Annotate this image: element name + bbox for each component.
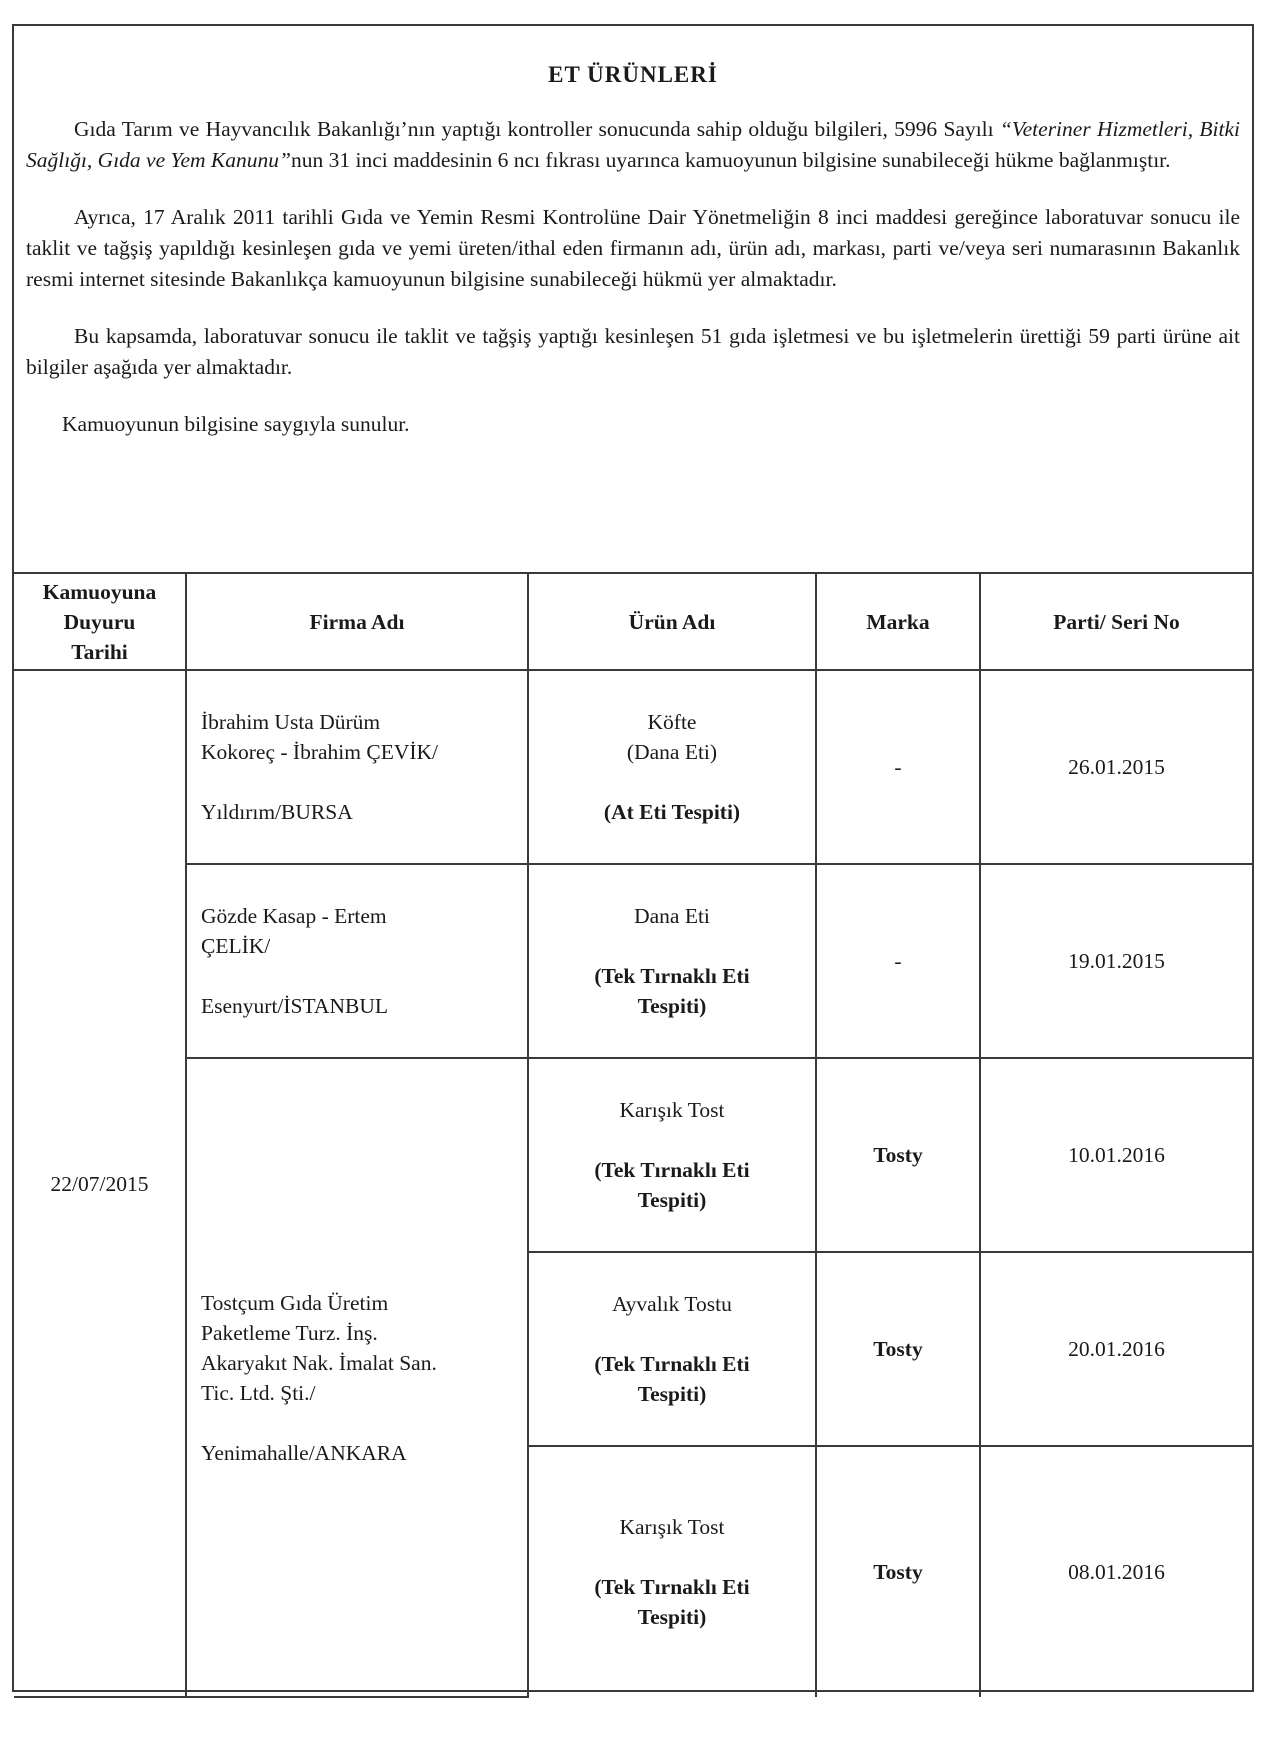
firm-name-line: Tic. Ltd. Şti./	[201, 1380, 316, 1405]
product-cell	[528, 1252, 816, 1446]
paragraph-1	[26, 114, 1240, 176]
firm-location: Yıldırım/BURSA	[201, 800, 353, 824]
product-name: Dana Eti	[634, 904, 710, 928]
announcement-date-cell	[14, 670, 186, 1697]
lot-cell: 26.01.2015	[980, 670, 1252, 864]
header-lot-number: Parti/ Seri No	[980, 573, 1252, 670]
firm-cell	[186, 1058, 528, 1697]
finding-note: (Tek Tırnaklı Eti	[594, 1352, 750, 1376]
header-date-line-3: Tarihi	[71, 639, 128, 664]
firm-name-line: Tostçum Gıda Üretim	[201, 1290, 389, 1315]
firm-cell	[186, 670, 528, 864]
paragraph-1-part-a: Gıda Tarım ve Hayvancılık Bakanlığı’nın yaptığı kontroller sonucunda sahip olduğu bilgileri, 5996 Sayılı	[74, 117, 1000, 141]
product-cell	[528, 670, 816, 864]
product-cell	[528, 1446, 816, 1697]
brand-cell: Tosty	[816, 1252, 980, 1446]
finding-note: (At Eti Tespiti)	[603, 800, 741, 824]
header-date-line-1: Kamuoyuna	[42, 579, 157, 604]
firm-name-line: ÇELİK/	[201, 934, 271, 958]
brand-cell: -	[816, 864, 980, 1058]
document-title: ET ÜRÜNLERİ	[548, 62, 718, 87]
firm-name-line: Paketleme Turz. İnş.	[201, 1320, 378, 1345]
brand-cell: Tosty	[816, 1058, 980, 1252]
finding-note: (Tek Tırnaklı Eti	[594, 1575, 750, 1599]
firm-name-line: Gözde Kasap - Ertem	[201, 904, 387, 928]
finding-note: Tespiti)	[637, 1188, 707, 1212]
table-row	[14, 670, 1252, 864]
product-cell	[528, 864, 816, 1058]
law-title: “Veteriner Hizmetleri, Bitki Sağlığı, Gıda ve Yem Kanunu”	[26, 117, 1240, 172]
firm-name-line: İbrahim Usta Dürüm	[201, 710, 381, 734]
results-table	[14, 572, 1252, 1698]
product-name: Köfte	[647, 710, 697, 734]
firm-location: Esenyurt/İSTANBUL	[201, 994, 388, 1018]
lot-cell: 10.01.2016	[980, 1058, 1252, 1252]
table-row	[14, 864, 1252, 1058]
document-intro	[14, 26, 1252, 572]
finding-note: Tespiti)	[637, 1605, 707, 1629]
lot-cell: 20.01.2016	[980, 1252, 1252, 1446]
paragraph-2: Ayrıca, 17 Aralık 2011 tarihli Gıda ve Yemin Resmi Kontrolüne Dair Yönetmeliğin 8 inci maddesi gereğince laboratuvar sonucu ile taklit ve tağşiş yapıldığı kesinleşen gıda ve yemi üreten/ithal eden firmanın adı, ürün adı, markası, parti ve/veya seri numarasının Bakanlık resmi internet sitesinde Bakanlıkça kamuoyunun bilgisine sunabileceği hükmü yer almaktadır.	[26, 205, 1240, 291]
header-date-line-2: Duyuru	[63, 609, 136, 634]
firm-location: Yenimahalle/ANKARA	[201, 1440, 407, 1465]
lot-cell: 08.01.2016	[980, 1446, 1252, 1697]
product-name: Karışık Tost	[619, 1515, 725, 1539]
firm-name-line: Kokoreç - İbrahim ÇEVİK/	[201, 740, 439, 764]
finding-note: Tespiti)	[637, 994, 707, 1018]
finding-note: (Tek Tırnaklı Eti	[594, 1158, 750, 1182]
firm-name-line: Akaryakıt Nak. İmalat San.	[201, 1350, 437, 1375]
firm-cell	[186, 864, 528, 1058]
closing-line: Kamuoyunun bilgisine saygıyla sunulur.	[62, 412, 410, 436]
header-announcement-date	[14, 573, 186, 670]
product-detail: (Dana Eti)	[626, 740, 718, 764]
announcement-date: 22/07/2015	[50, 1171, 149, 1196]
document-frame	[12, 24, 1254, 1692]
table-header-row	[14, 573, 1252, 670]
brand-cell: Tosty	[816, 1446, 980, 1697]
table-row	[14, 1058, 1252, 1252]
header-brand: Marka	[816, 573, 980, 670]
product-cell	[528, 1058, 816, 1252]
finding-note: (Tek Tırnaklı Eti	[594, 964, 750, 988]
brand-cell: -	[816, 670, 980, 864]
header-product-name: Ürün Adı	[528, 573, 816, 670]
paragraph-1-part-b: nun 31 inci maddesinin 6 ncı fıkrası uyarınca kamuoyunun bilgisine sunabileceği hükme bağlanmıştır.	[290, 148, 1171, 172]
product-name: Karışık Tost	[619, 1098, 725, 1122]
lot-cell: 19.01.2015	[980, 864, 1252, 1058]
paragraph-3: Bu kapsamda, laboratuvar sonucu ile taklit ve tağşiş yaptığı kesinleşen 51 gıda işletmesi ve bu işletmelerin ürettiği 59 parti ürüne ait bilgiler aşağıda yer almaktadır.	[26, 324, 1240, 379]
header-firm-name: Firma Adı	[186, 573, 528, 670]
finding-note: Tespiti)	[637, 1382, 707, 1406]
product-name: Ayvalık Tostu	[612, 1292, 732, 1316]
